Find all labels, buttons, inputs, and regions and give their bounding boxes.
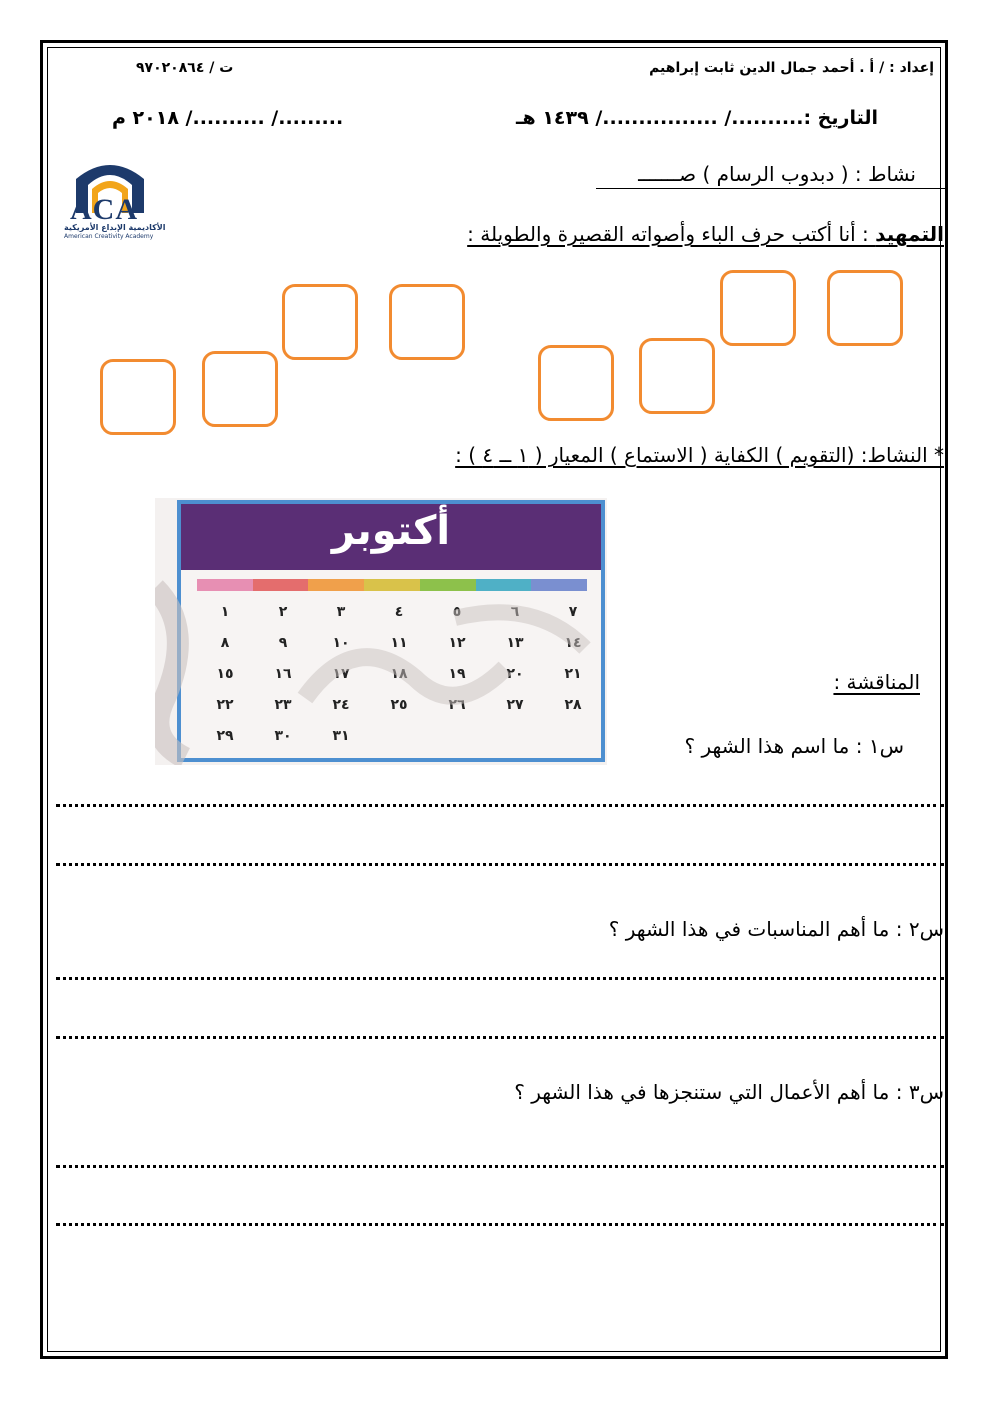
calendar-day-number: ٢٦ — [448, 697, 466, 713]
calendar-day-number: ٢٥ — [390, 697, 408, 713]
answer-line[interactable] — [56, 1223, 944, 1226]
answer-line[interactable] — [56, 977, 944, 980]
answer-box[interactable] — [202, 351, 278, 427]
logo-arabic-name: الأكاديمية الإبداع الأمريكية — [64, 223, 166, 232]
calendar-day-number: ٢١ — [564, 666, 582, 682]
discussion-label: المناقشة : — [833, 670, 920, 694]
author-line: إعداد : / أ . أحمد جمال الدين ثابت إبراهيم — [649, 60, 934, 76]
calendar-day-number: ١٩ — [448, 666, 466, 682]
intro-text: : أنا أكتب حرف الباء وأصواته القصيرة والطويلة : — [467, 222, 876, 246]
question-2: س٢ : ما أهم المناسبات في هذا الشهر ؟ — [608, 917, 944, 941]
calendar-day-number: ٢٧ — [506, 697, 524, 713]
calendar-day-number: ٣١ — [332, 728, 350, 744]
calendar-day-number: ٥ — [452, 604, 462, 620]
calendar-day-number: ٢٩ — [216, 728, 234, 744]
logo-english-name: American Creativity Academy — [64, 233, 154, 240]
answer-box[interactable] — [720, 270, 796, 346]
answer-box[interactable] — [639, 338, 715, 414]
answer-line[interactable] — [56, 1165, 944, 1168]
calendar-day-number: ١٤ — [564, 635, 582, 651]
task-line: * النشاط: (التقويم ) الكفاية ( الاستماع ) المعيار ( ١ ــ ٤ ) : — [455, 443, 944, 467]
answer-line[interactable] — [56, 863, 944, 866]
calendar-day-number: ١١ — [390, 635, 408, 651]
calendar-day-number: ٣٠ — [274, 728, 292, 744]
calendar-day-number: ١٣ — [506, 635, 524, 651]
answer-box[interactable] — [389, 284, 465, 360]
calendar-image — [155, 498, 607, 765]
answer-box[interactable] — [100, 359, 176, 435]
calendar-day-number: ٢٣ — [274, 697, 292, 713]
calendar-watermark-swirl — [155, 498, 607, 765]
calendar-day-number: ٤ — [394, 604, 404, 620]
calendar-month-name: أكتوبر — [331, 508, 451, 554]
phone-number: ت / ٩٧٠٢٠٨٦٤ — [136, 60, 234, 76]
calendar-day-number: ١٥ — [216, 666, 234, 682]
question-1: س١ : ما اسم هذا الشهر ؟ — [684, 734, 904, 758]
calendar-day-number: ١٦ — [274, 666, 292, 682]
aca-logo — [62, 155, 174, 243]
calendar-day-number: ٢٤ — [332, 697, 350, 713]
calendar-day-number: ٣ — [336, 604, 346, 620]
calendar-day-number: ٨ — [220, 635, 230, 651]
calendar-day-number: ١٨ — [390, 666, 408, 682]
calendar-day-number: ٢٢ — [216, 697, 234, 713]
answer-box[interactable] — [827, 270, 903, 346]
calendar-day-number: ١٠ — [332, 635, 350, 651]
intro-label: التمهيد — [875, 222, 944, 246]
calendar-day-number: ٩ — [278, 635, 288, 651]
answer-line[interactable] — [56, 1036, 944, 1039]
calendar-day-number: ٢٨ — [564, 697, 582, 713]
calendar-day-number: ١ — [220, 604, 230, 620]
activity-title: نشاط : ( دبدوب الرسام ) صـــــــ — [638, 162, 916, 186]
intro-line — [467, 222, 944, 246]
calendar-day-number: ١٢ — [448, 635, 466, 651]
answer-line[interactable] — [56, 804, 944, 807]
hijri-date-line: التاريخ :........../ ................/ ١٤٣٩ هـ — [516, 107, 878, 129]
calendar-day-number: ٦ — [510, 604, 520, 620]
question-3: س٣ : ما أهم الأعمال التي ستنجزها في هذا الشهر ؟ — [514, 1080, 944, 1104]
answer-box[interactable] — [282, 284, 358, 360]
activity-title-rule — [596, 188, 946, 189]
calendar-day-number: ٧ — [568, 604, 578, 620]
calendar-day-number: ١٧ — [332, 666, 350, 682]
answer-box[interactable] — [538, 345, 614, 421]
gregorian-date-line: ........./ ........../ ٢٠١٨ م — [112, 107, 344, 129]
logo-letters: ACA — [70, 193, 138, 226]
calendar-day-number: ٢ — [278, 604, 288, 620]
calendar-day-number: ٢٠ — [506, 666, 524, 682]
